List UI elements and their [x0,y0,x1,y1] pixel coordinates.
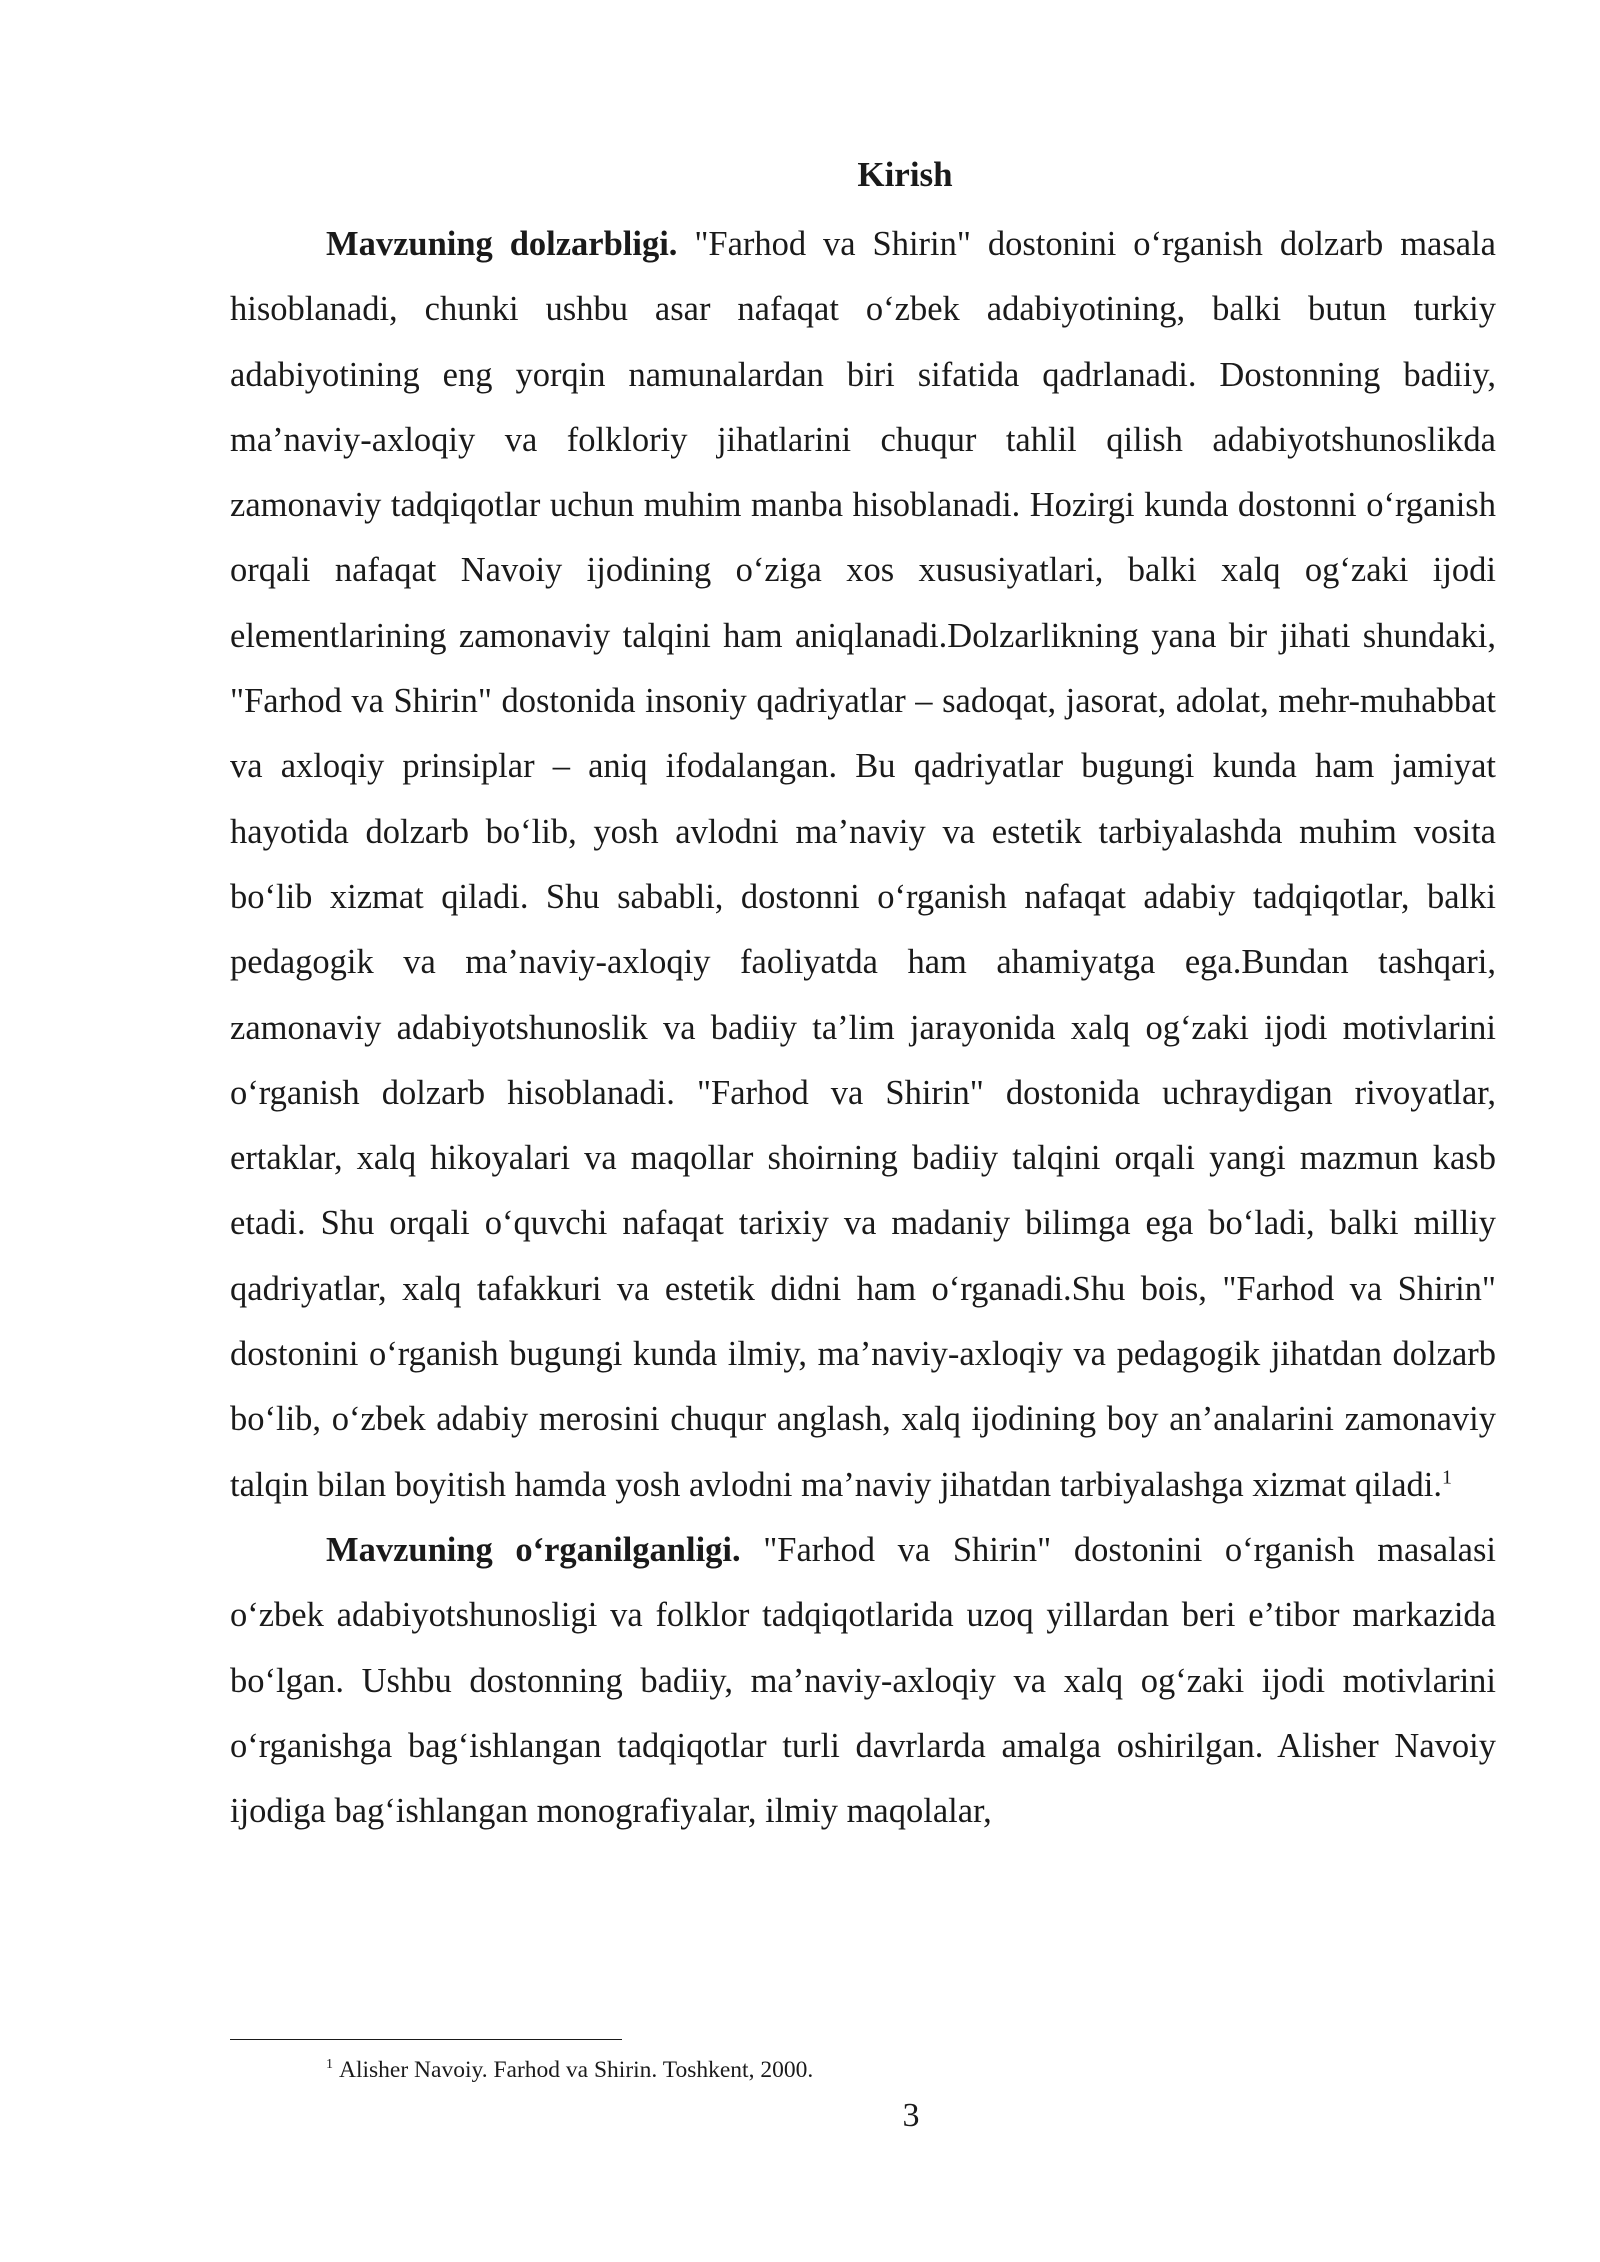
footnote [326,2054,813,2086]
footnote-number: 1 [326,2057,333,2073]
paragraph-text: "Farhod va Shirin" dostonini o‘rganish dolzarb masala hisoblanadi, chunki ushbu asar nafaqat o‘zbek adabiyotining, balki butun turkiy adabiyotining eng yorqin namunalardan biri sifatida qadrlanadi. Dostonning badiiy, ma’naviy-axloqiy va folkloriy jihatlarini chuqur tahlil qilish adabiyotshunoslikda zamonaviy tadqiqotlar uchun muhim manba hisoblanadi. Hozirgi kunda dostonni o‘rganish orqali nafaqat Navoiy ijodining o‘ziga xos xususiyatlari, balki xalq og‘zaki ijodi elementlarining zamonaviy talqini ham aniqlanadi.Dolzarlikning yana bir jihati shundaki, "Farhod va Shirin" dostonida insoniy qadriyatlar – sadoqat, jasorat, adolat, mehr-muhabbat va axloqiy prinsiplar – aniq ifodalangan. Bu qadriyatlar bugungi kunda ham jamiyat hayotida dolzarb bo‘lib, yosh avlodni ma’naviy va estetik tarbiyalashda muhim vosita bo‘lib xizmat qiladi. Shu sababli, dostonni o‘rganish nafaqat adabiy tadqiqotlar, balki pedagogik va ma’naviy-axloqiy faoliyatda ham ahamiyatga ega.Bundan tashqari, zamonaviy adabiyotshunoslik va badiiy ta’lim jarayonida xalq og‘zaki ijodi motivlarini o‘rganish dolzarb hisoblanadi. "Farhod va Shirin" dostonida uchraydigan rivoyatlar, ertaklar, xalq hikoyalari va maqollar shoirning badiiy talqini orqali yangi mazmun kasb etadi. Shu orqali o‘quvchi nafaqat tarixiy va madaniy bilimga ega bo‘ladi, balki milliy qadriyatlar, xalq tafakkuri va estetik didni ham o‘rganadi.Shu bois, "Farhod va Shirin" dostonini o‘rganish bugungi kunda ilmiy, ma’naviy-axloqiy va pedagogik jihatdan dolzarb bo‘lib, o‘zbek adabiy merosini chuqur anglash, xalq ijodining boy an’analarini zamonaviy talqin bilan boyitish hamda yosh avlodni ma’naviy jihatdan tarbiyalashga xizmat qiladi. [230,225,1496,1504]
footnote-divider [230,2039,622,2040]
footnote-text: Alisher Navoiy. Farhod va Shirin. Toshkent, 2000. [339,2057,814,2083]
page-title: Kirish [857,155,953,194]
footnote-reference: 1 [1442,1466,1453,1489]
paragraph-lead: Mavzuning o‘rganilganligi. [326,1530,741,1569]
paragraph-study-level [230,1518,1496,1844]
paragraph-lead: Mavzuning dolzarbligi. [326,225,678,263]
page-number: 3 [902,2097,920,2134]
paragraph-text: "Farhod va Shirin" dostonini o‘rganish masalasi o‘zbek adabiyotshunosligi va folklor tadqiqotlarida uzoq yillardan beri e’tibor markazida bo‘lgan. Ushbu dostonning badiiy, ma’naviy-axloqiy va xalq og‘zaki ijodi motivlarini o‘rganishga bag‘ishlangan tadqiqotlar turli davrlarda amalga oshirilgan. Alisher Navoiy ijodiga bag‘ishlangan monografiyalar, ilmiy maqolalar, [230,1530,1496,1831]
body-text [230,212,1496,1844]
paragraph-relevance [230,212,1496,1518]
